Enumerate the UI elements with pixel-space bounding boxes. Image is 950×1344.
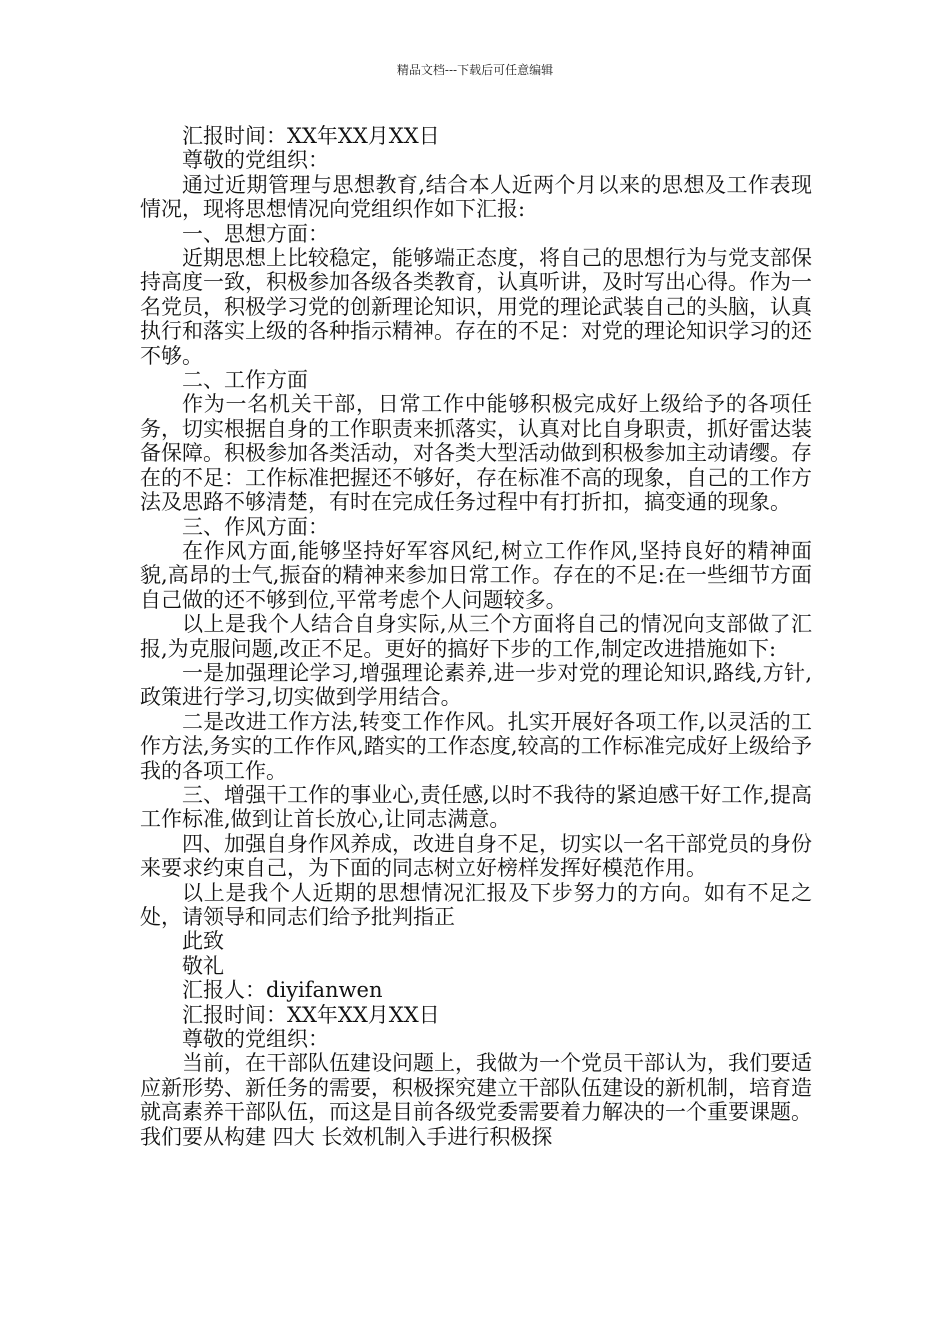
- measure-one: 一是加强理论学习,增强理论素养,进一步对党的理论知识,路线,方针,政策进行学习,切实做到学用结合。: [140, 660, 812, 710]
- salutation: 尊敬的党组织：: [182, 148, 329, 173]
- measure-two: 二是改进工作方法,转变工作作风。扎实开展好各项工作,以灵活的工作方法,务实的工作作风,踏实的工作态度,较高的工作标准完成好上级给予我的各项工作。: [140, 709, 812, 783]
- section-heading-thought: 一、思想方面：: [182, 221, 329, 246]
- paragraph-closing: 以上是我个人近期的思想情况汇报及下步努力的方向。如有不足之处，请领导和同志们给予批判指正: [140, 880, 812, 929]
- closing-jingli: 敬礼: [182, 953, 224, 978]
- page-header-watermark: 精品文档---下载后可任意编辑: [396, 63, 554, 77]
- measure-three: 三、增强干工作的事业心,责任感,以时不我待的紧迫感干好工作,提高工作标准,做到让首长放心,让同志满意。: [140, 782, 812, 832]
- paragraph-style: 在作风方面,能够坚持好军容风纪,树立工作作风,坚持良好的精神面貌,高昂的士气,振奋的精神来参加日常工作。存在的不足:在一些细节方面自己做的还不够到位,平常考虑个人问题较多。: [140, 538, 812, 612]
- paragraph-second-intro: 当前，在干部队伍建设问题上，我做为一个党员干部认为，我们要适应新形势、新任务的需要，积极探究建立干部队伍建设的新机制，培育造就高素养干部队伍，而这是目前各级党委需要着力解决的一个重要课题。我们要从构建 四大 长效机制入手进行积极探: [140, 1051, 812, 1149]
- paragraph-summary: 以上是我个人结合自身实际,从三个方面将自己的情况向支部做了汇报,为克服问题,改正不足。更好的搞好下步的工作,制定改进措施如下:: [140, 612, 812, 661]
- section-heading-style: 三、作风方面：: [182, 514, 329, 539]
- report-date: 汇报时间：XX年XX月XX日: [182, 124, 440, 148]
- document-body: [140, 124, 812, 1149]
- closing-cizhi: 此致: [182, 929, 224, 954]
- measure-four: 四、加强自身作风养成，改进自身不足，切实以一名干部党员的身份来要求约束自己，为下面的同志树立好榜样发挥好模范作用。: [140, 831, 812, 881]
- paragraph-thought: 近期思想上比较稳定，能够端正态度，将自己的思想行为与党支部保持高度一致，积极参加各级各类教育，认真听讲，及时写出心得。作为一名党员，积极学习党的创新理论知识，用党的理论武装自己的头脑，认真执行和落实上级的各种指示精神。存在的不足：对党的理论知识学习的还不够。: [140, 246, 812, 368]
- report-date-second: 汇报时间：XX年XX月XX日: [182, 1002, 440, 1027]
- section-heading-work: 二、工作方面: [182, 368, 308, 393]
- reporter-name: 汇报人：diyifanwen: [182, 978, 383, 1003]
- intro-paragraph: 通过近期管理与思想教育,结合本人近两个月以来的思想及工作表现情况，现将思想情况向党组织作如下汇报:: [140, 172, 812, 222]
- paragraph-work: 作为一名机关干部，日常工作中能够积极完成好上级给予的各项任务，切实根据自身的工作职责来抓落实，认真对比自身职责，抓好雷达装备保障。积极参加各类活动，对各类大型活动做到积极参加主动请缨。存在的不足：工作标准把握还不够好，存在标准不高的现象，自己的工作方法及思路不够清楚，有时在完成任务过程中有打折扣，搞变通的现象。: [140, 392, 812, 515]
- salutation-second: 尊敬的党组织：: [182, 1027, 329, 1052]
